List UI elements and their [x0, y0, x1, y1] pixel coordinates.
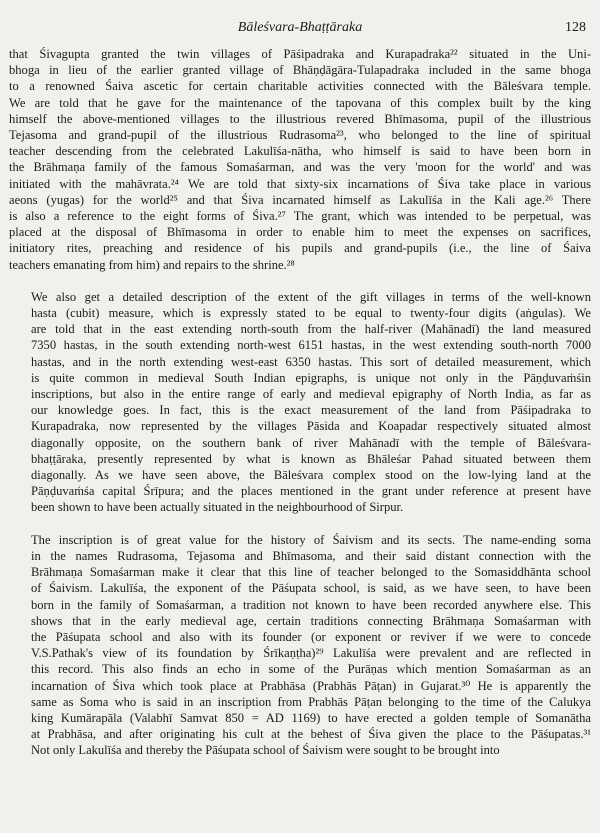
text-line: bhaṭṭāraka, presently represented by what is known as Bhāleśar Pahad situated between them	[31, 451, 591, 466]
text-line: of Śaivism. Lakulīśa, the exponent of the Pāśupata school, is said, as we have seen, to have been	[31, 581, 591, 596]
text-line: diagonally opposite, on the southern bank of river Mahānadī with the temple of Bāleśvara-	[31, 435, 591, 450]
text-line: born in the family of Somaśarman, a tradition not known to have been recorded anywhere else. This	[31, 597, 591, 612]
text-line: is also a reference to the eight forms of Śiva.²⁷ The grant, which was intended to be perpetual, was	[9, 209, 591, 224]
text-line: incarnation of Śiva which took place at Prabhāsa (Prabhās Pāṭan) in Gujarat.³⁰ He is apparently the	[31, 678, 591, 693]
text-line: teacher descending from the celebrated Lakulīśa-nātha, who himself is said to have been born in	[9, 144, 591, 159]
paragraph-1	[9, 46, 591, 273]
text-line: initiated with the mahāvrata.²⁴ We are told that sixty-six incarnations of Śiva take place in various	[9, 176, 591, 191]
text-line: king Kumārapāla (Valabhī Samvat 850 = AD 1169) to have erected a golden temple of Somanātha	[31, 710, 591, 725]
text-line: bhoga in lieu of the earlier granted village of Bhāṇḍāgāra-Tulapadraka included in the same bhoga	[9, 63, 591, 78]
paragraph-2	[9, 289, 591, 516]
text-line: are told that in the east extending north-south from the half-river (Mahānadī) the land measured	[31, 322, 591, 337]
text-line: been shown to have been actually situated in the neighbourhood of Sirpur.	[31, 500, 404, 515]
text-line: V.S.Pathak's view of its foundation by Śrīkaṇṭha)²⁹ Lakulīśa were prevalent and are reflected in	[31, 646, 591, 661]
text-line: Kurapadraka, now represented by the villages Pāsida and Koapadar respectively situated almost	[31, 419, 591, 434]
text-line: that Śivagupta granted the twin villages of Pāśipadraka and Kurapadraka²² situated in the Uni-	[9, 47, 591, 61]
text-line: same as Soma who is said in an inscription from Prabhās Pāṭan belonging to the time of the Calukya	[31, 694, 591, 709]
text-line: is quite common in medieval South Indian epigraphs, is unique not only in the Pāṇḍuvaṁśin	[31, 370, 591, 385]
text-line: to a renowned Śaiva ascetic for certain charitable activities connected with the Bāleśvara temple.	[9, 79, 591, 94]
text-line: the Pāśupata school and also with its founder (or exponent or reviver if we were to concede	[31, 629, 591, 644]
text-line: hastas, and in the north extending west-east 6350 hastas. This sort of detailed measurement, which	[31, 354, 591, 369]
text-line: 7350 hastas, in the south extending north-west 6151 hastas, in the west extending south-north 7000	[31, 338, 591, 353]
page-header	[0, 20, 600, 40]
text-line: teachers emanating from him) and repairs to the shrine.²⁸	[9, 257, 295, 272]
text-line: in the names Rudrasoma, Tejasoma and Bhīmasoma, and their said distant connection with the	[31, 548, 591, 563]
text-line: aeons (yugas) for the world²⁵ and that Śiva incarnated himself as Lakulīśa in the Kali age.²⁶ There	[9, 192, 591, 207]
text-line: The inscription is of great value for the history of Śaivism and its sects. The name-ending soma	[31, 532, 591, 547]
text-line: Not only Lakulīśa and thereby the Pāśupata school of Śaivism were sought to be brought into	[31, 743, 500, 758]
text-line: Brāhmaṇa Somaśarman make it clear that this line of teacher belonged to the Somasiddhānta school	[31, 565, 591, 580]
text-line: diagonally. As we have seen above, the Bāleśvara complex stood on the low-lying land at the	[31, 468, 591, 483]
text-line: We also get a detailed description of the extent of the gift villages in terms of the well-known	[31, 289, 591, 304]
running-title: Bāleśvara-Bhaṭṭāraka	[237, 20, 363, 35]
text-line: Pāṇḍuvaṁśa capital Śrīpura; and the places mentioned in the grant under reference at present have	[31, 484, 591, 499]
text-line: our knowledge goes. In fact, this is the exact measurement of the land from Pāśipadraka to	[31, 403, 591, 418]
text-line: shows that in the early medieval age, certain traditions connecting Brāhmaṇa Somaśarman with	[31, 613, 591, 628]
page-number: 128	[565, 20, 586, 35]
text-line: We are told that he gave for the maintenance of the tapovana of this complex built by the king	[9, 95, 591, 110]
text-line: the Brāhmaṇa family of the famous Somaśarman, and was the very 'moon for the world' and was	[9, 160, 591, 175]
body-text	[9, 46, 591, 759]
text-line: this record. This also finds an echo in some of the Purāṇas which mention Somaśarman as an	[31, 662, 591, 677]
text-line: placed at the disposal of Bhīmasoma in order to enable him to meet the expenses on sacrifices,	[9, 225, 591, 240]
text-line: at Prabhāsa, and after originating his cult at the behest of Śiva given the place to the Pāśupatas.³¹	[31, 727, 591, 742]
text-line: himself the above-mentioned villages to the illustrious revered Bhīmasoma, pupil of the illustrious	[9, 111, 591, 126]
text-line: initiatory rites, preaching and residence of his pupils and grand-pupils (i.e., the line of Śaiva	[9, 241, 591, 256]
paragraph-3	[9, 532, 591, 759]
text-line: Tejasoma and grand-pupil of the illustrious Rudrasoma²³, who belonged to the line of spiritual	[9, 128, 591, 143]
text-line: hasta (cubit) measure, which is expressly stated to be equal to twenty-four digits (aṅgulas). We	[31, 306, 591, 321]
text-line: inscriptions, but also in the entire range of early and medieval epigraphy of North India, as far as	[31, 387, 591, 402]
